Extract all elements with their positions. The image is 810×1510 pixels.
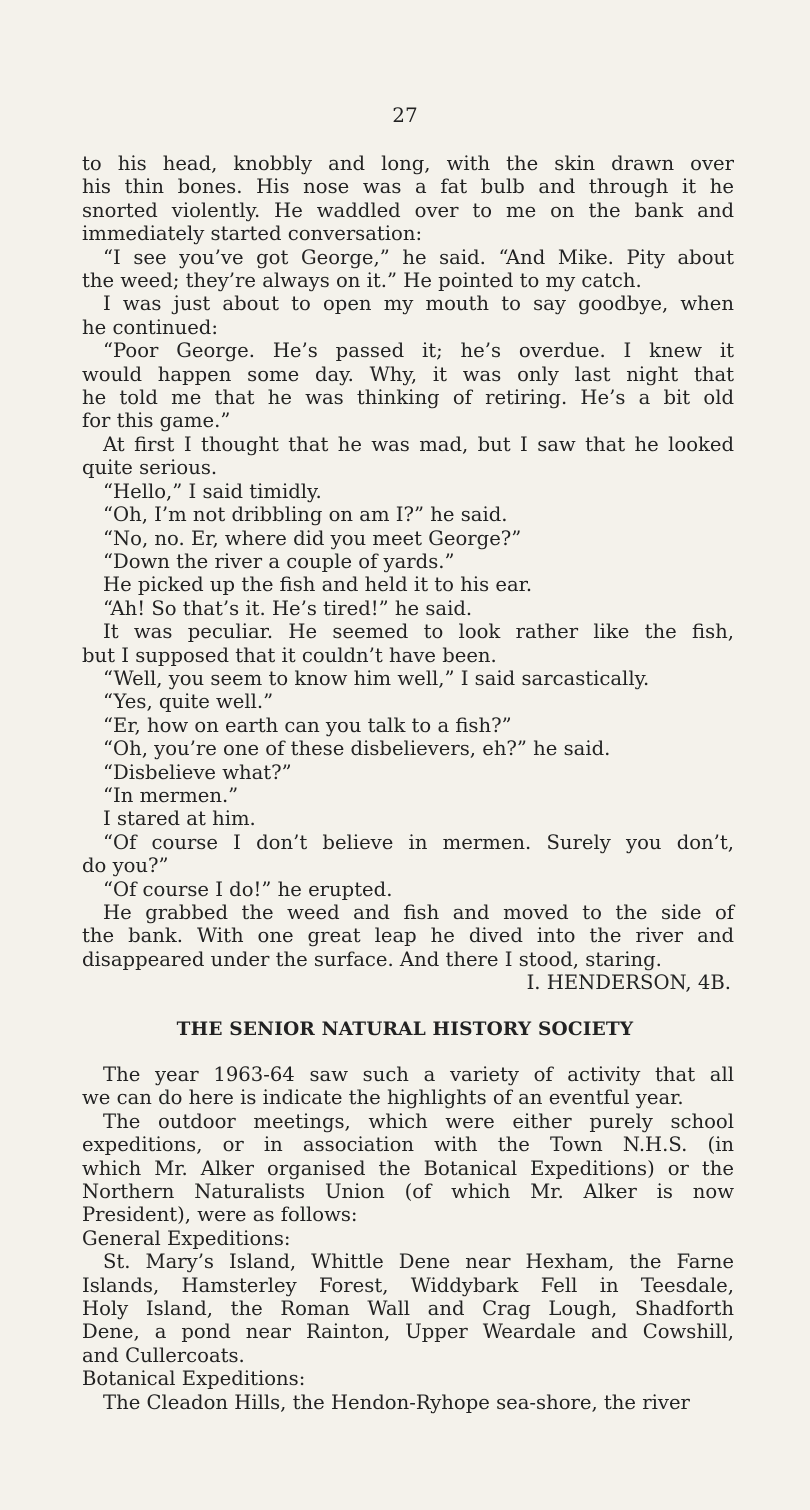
text-line: which Mr. Alker organised the Botanical Expeditions) or the — [82, 1156, 734, 1180]
text-line: The year 1963-64 saw such a variety of activity that all — [103, 1063, 734, 1086]
text-line: I was just about to open my mouth to say goodbye, when — [103, 292, 734, 316]
text-line: his thin bones. His nose was a fat bulb and through it he — [82, 175, 734, 199]
text-line: disappeared under the surface. And there I stood, staring. — [82, 947, 662, 971]
text-line: would happen some day. Why, it was only last night that — [82, 362, 734, 386]
text-line: “Er, how on earth can you talk to a fish?” — [103, 713, 512, 737]
text-line: “Hello,” I said timidly. — [103, 479, 322, 503]
text-line: the bank. With one great leap he dived into the river and — [82, 924, 734, 948]
text-line: “Disbelieve what?” — [103, 760, 292, 784]
text-line: Northern Naturalists Union (of which Mr. Alker is now — [82, 1180, 734, 1204]
text-line: “Yes, quite well.” — [103, 690, 274, 714]
text-line: He picked up the fish and held it to his ear. — [103, 573, 533, 597]
text-line: He grabbed the weed and fish and moved to the side of — [103, 901, 734, 924]
text-line: Holy Island, the Roman Wall and Crag Lough, Shadforth — [82, 1297, 734, 1321]
text-line: It was peculiar. He seemed to look rather like the fish, — [103, 620, 734, 644]
text-line: Islands, Hamsterley Forest, Widdybark Fell in Teesdale, — [82, 1273, 734, 1297]
text-line: he told me that he was thinking of retiring. He’s a bit old — [82, 386, 734, 410]
text-line: “Of course I don’t believe in mermen. Surely you don’t, — [103, 830, 734, 854]
text-line: we can do here is indicate the highlights of an eventful year. — [82, 1086, 684, 1110]
text-line: snorted violently. He waddled over to me on the bank and — [82, 198, 734, 222]
text-line: St. Mary’s Island, Whittle Dene near Hexham, the Farne — [103, 1250, 734, 1274]
text-line: expeditions, or in association with the Town N.H.S. (in — [82, 1133, 734, 1157]
text-line: The Cleadon Hills, the Hendon-Ryhope sea-shore, the river — [103, 1390, 690, 1414]
text-line: “Ah! So that’s it. He’s tired!” he said. — [103, 596, 473, 620]
text-line: he continued: — [82, 315, 218, 339]
section-heading: THE SENIOR NATURAL HISTORY SOCIETY — [176, 1019, 634, 1040]
text-line: quite serious. — [82, 456, 218, 480]
text-line: Botanical Expeditions: — [82, 1367, 306, 1391]
text-line: to his head, knobbly and long, with the skin drawn over — [82, 152, 734, 175]
text-line: “I see you’ve got George,” he said. “And Mike. Pity about — [103, 245, 734, 269]
text-line: “Oh, I’m not dribbling on am I?” he said. — [103, 503, 508, 527]
text-line: “Well, you seem to know him well,” I said sarcastically. — [103, 666, 650, 690]
text-line: and Cullercoats. — [82, 1343, 245, 1367]
author-signature: I. HENDERSON, 4B. — [526, 971, 731, 995]
text-line: General Expeditions: — [82, 1226, 291, 1250]
text-line: “In mermen.” — [103, 783, 239, 807]
text-line: immediately started conversation: — [82, 222, 423, 246]
section-text — [82, 1063, 734, 1414]
text-line: At first I thought that he was mad, but I saw that he looked — [103, 432, 734, 456]
text-line: for this game.” — [82, 409, 231, 433]
story-text — [82, 152, 734, 995]
text-line: President), were as follows: — [82, 1203, 358, 1227]
text-line: but I supposed that it couldn’t have been. — [82, 643, 497, 667]
text-line: Dene, a pond near Rainton, Upper Weardale and Cowshill, — [82, 1320, 734, 1344]
text-line: do you?” — [82, 854, 169, 878]
text-line: The outdoor meetings, which were either purely school — [103, 1109, 734, 1133]
text-line: “Down the river a couple of yards.” — [103, 549, 455, 573]
text-line: “No, no. Er, where did you meet George?” — [103, 526, 522, 550]
text-line: I stared at him. — [103, 807, 256, 831]
text-line: “Oh, you’re one of these disbelievers, eh?” he said. — [103, 737, 611, 761]
text-line: “Poor George. He’s passed it; he’s overdue. I knew it — [103, 339, 734, 363]
page-number: 27 — [392, 103, 418, 127]
text-line: the weed; they’re always on it.” He pointed to my catch. — [82, 269, 642, 293]
text-line: “Of course I do!” he erupted. — [103, 877, 393, 901]
